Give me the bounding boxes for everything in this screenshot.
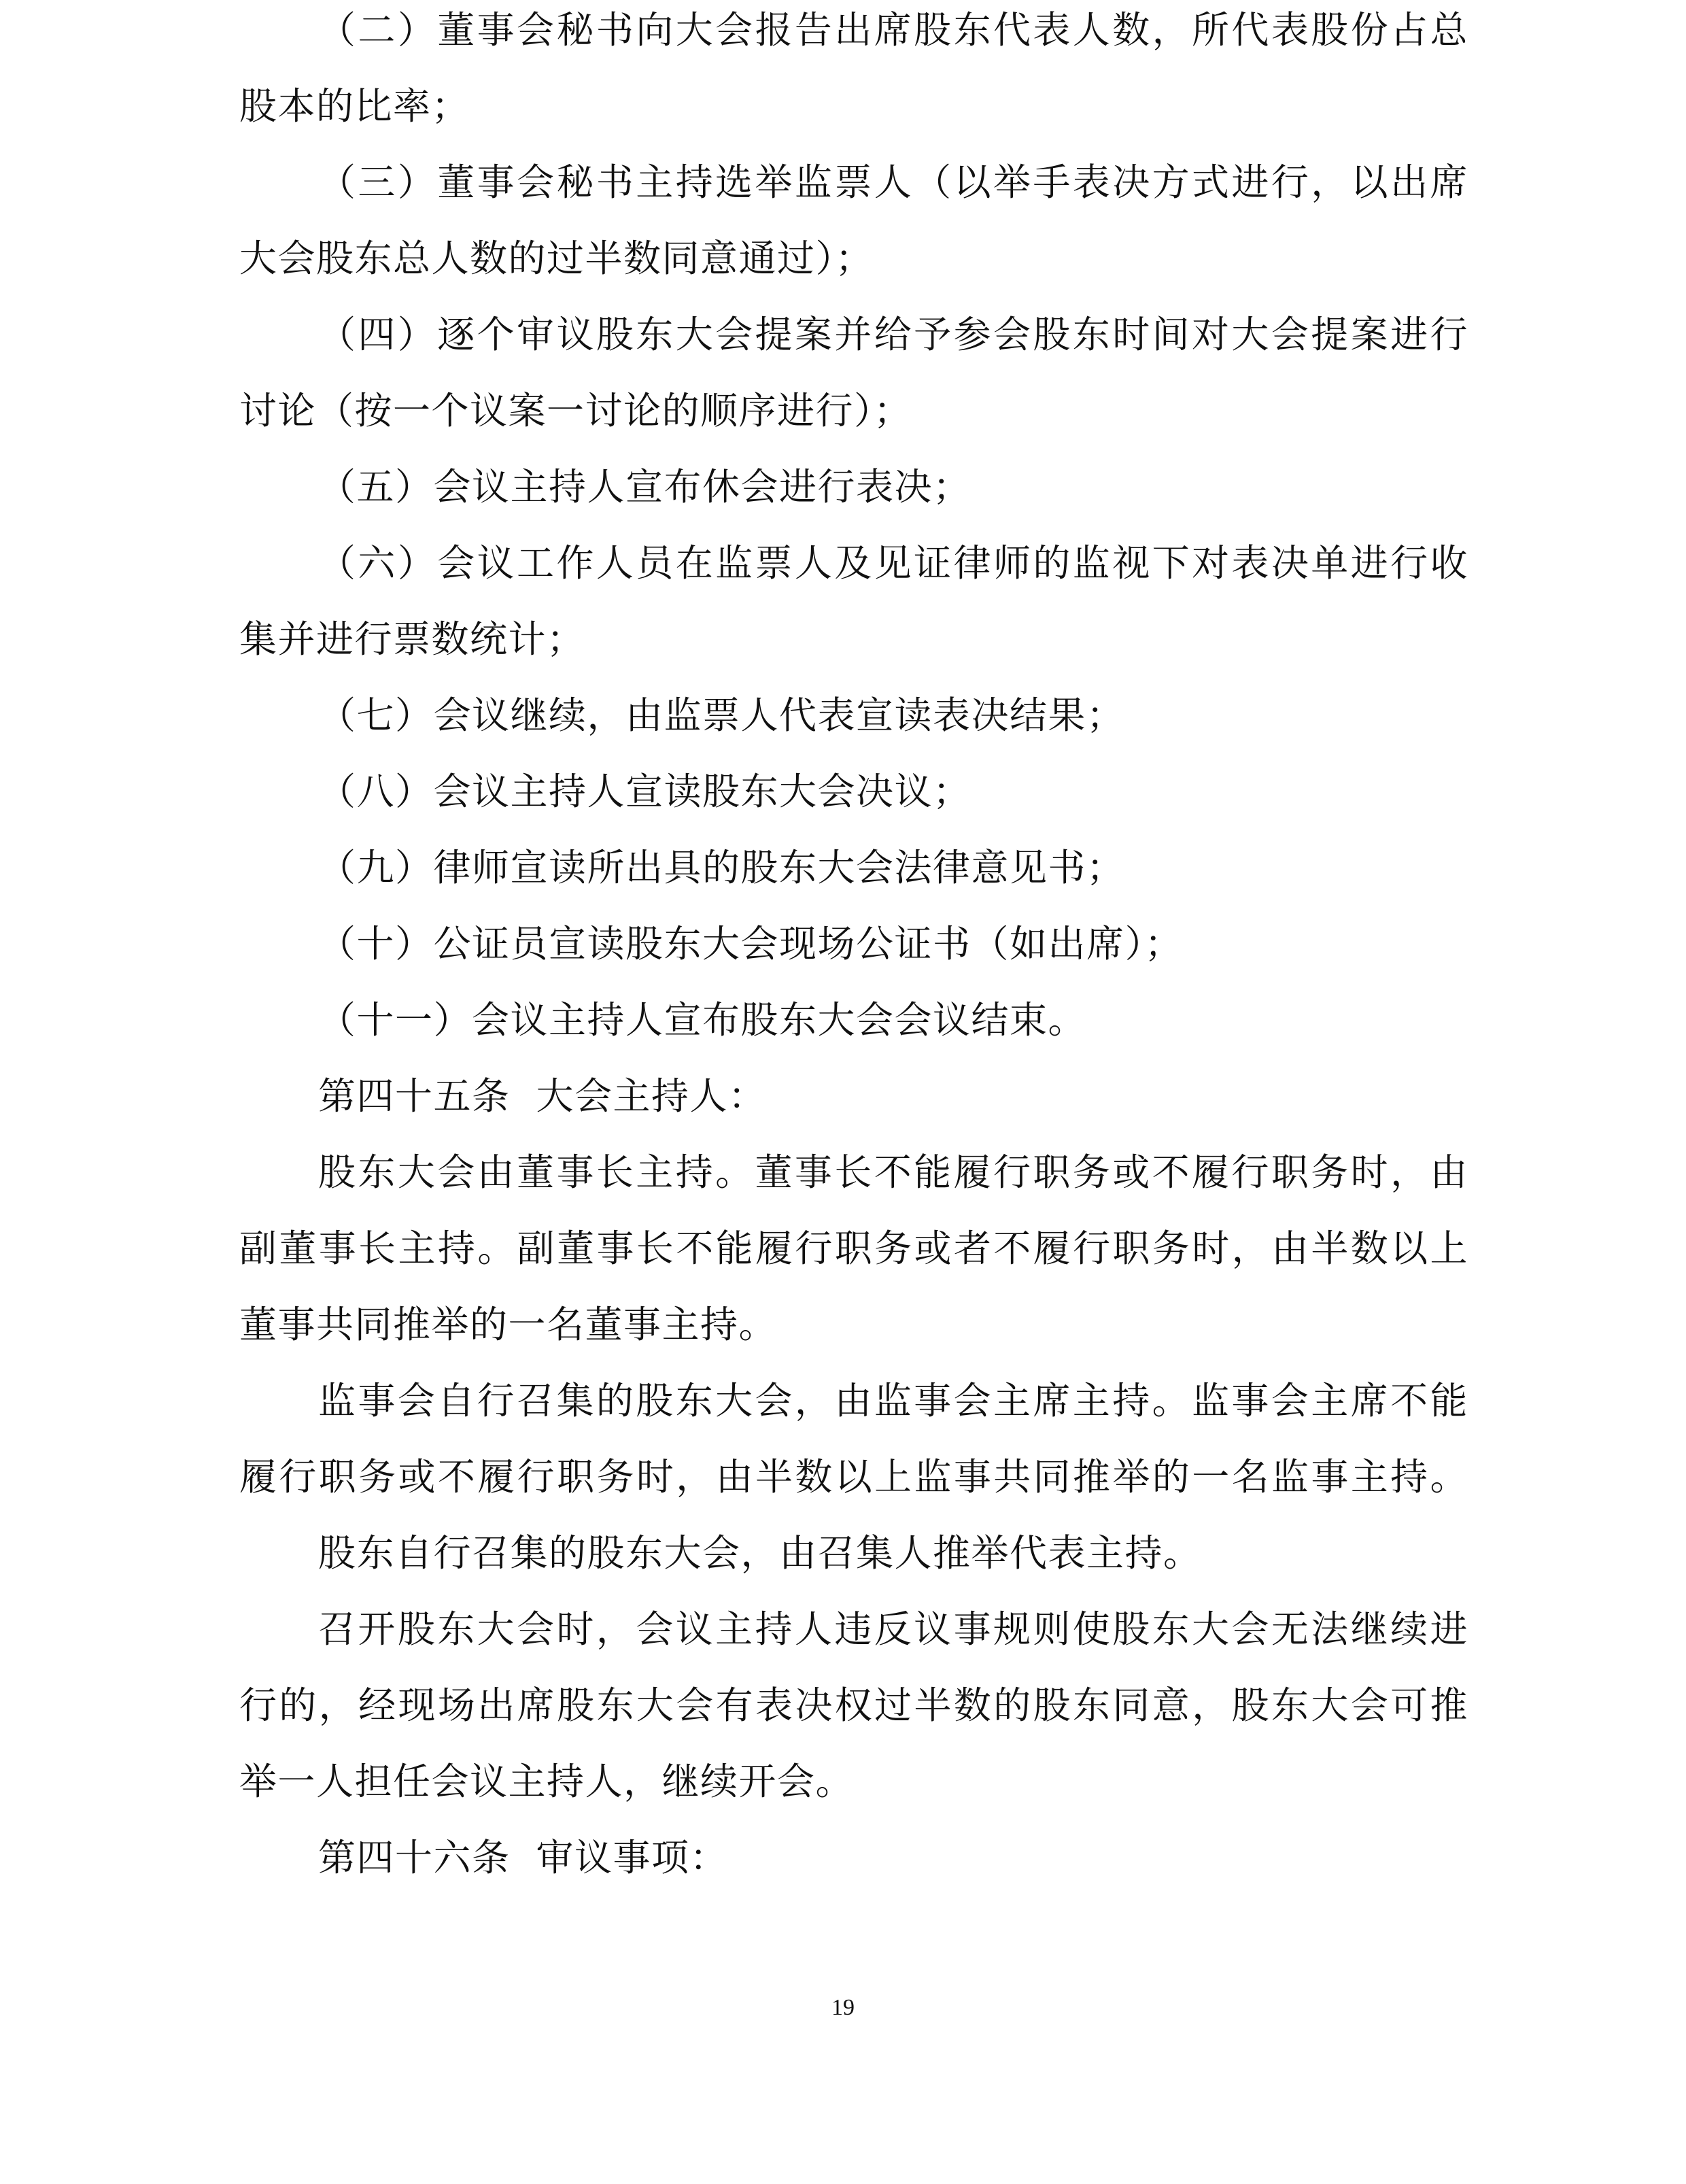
text-line-2: 股本的比率；: [239, 84, 470, 128]
text-line-3: （三）董事会秘书主持选举监票人（以举手表决方式进行，以出席: [318, 160, 1468, 204]
text-line-20: 履行职务或不履行职务时，由半数以上监事共同推举的一名监事主持。: [239, 1455, 1468, 1499]
text-line-17: 副董事长主持。副董事长不能履行职务或者不履行职务时，由半数以上: [239, 1227, 1468, 1270]
text-line-24: 举一人担任会议主持人，继续开会。: [239, 1760, 855, 1803]
text-line-9: 集并进行票数统计；: [239, 617, 585, 661]
text-line-19: 监事会自行召集的股东大会，由监事会主席主持。监事会主席不能: [318, 1379, 1468, 1422]
text-line-18: 董事共同推举的一名董事主持。: [239, 1303, 778, 1346]
text-line-21: 股东自行召集的股东大会，由召集人推举代表主持。: [318, 1531, 1202, 1575]
text-line-6: 讨论（按一个议案一讨论的顺序进行）；: [239, 389, 912, 432]
text-line-14: （十一）会议主持人宣布股东大会会议结束。: [318, 998, 1087, 1042]
text-line-11: （八）会议主持人宣读股东大会决议；: [318, 770, 971, 813]
text-line-10: （七）会议继续，由监票人代表宣读表决结果；: [318, 694, 1125, 737]
text-line-22: 召开股东大会时，会议主持人违反议事规则使股东大会无法继续进: [318, 1607, 1468, 1651]
page-number: 19: [831, 1995, 855, 2020]
text-line-4: 大会股东总人数的过半数同意通过）；: [239, 237, 874, 280]
text-line-13: （十）公证员宣读股东大会现场公证书（如出席）；: [318, 922, 1184, 966]
text-line-8: （六）会议工作人员在监票人及见证律师的监视下对表决单进行收: [318, 541, 1468, 585]
text-line-5: （四）逐个审议股东大会提案并给予参会股东时间对大会提案进行: [318, 313, 1468, 356]
text-line-16: 股东大会由董事长主持。董事长不能履行职务或不履行职务时，由: [318, 1150, 1468, 1194]
text-line-7: （五）会议主持人宣布休会进行表决；: [318, 465, 971, 509]
text-line-12: （九）律师宣读所出具的股东大会法律意见书；: [318, 846, 1125, 889]
text-line-23: 行的，经现场出席股东大会有表决权过半数的股东同意，股东大会可推: [239, 1684, 1468, 1727]
article-46-heading: 第四十六条 审议事项：: [318, 1836, 728, 1879]
document-body: [239, 0, 1468, 1896]
article-45-heading: 第四十五条 大会主持人：: [318, 1074, 767, 1118]
text-line-1: （二）董事会秘书向大会报告出席股东代表人数，所代表股份占总: [318, 8, 1468, 52]
